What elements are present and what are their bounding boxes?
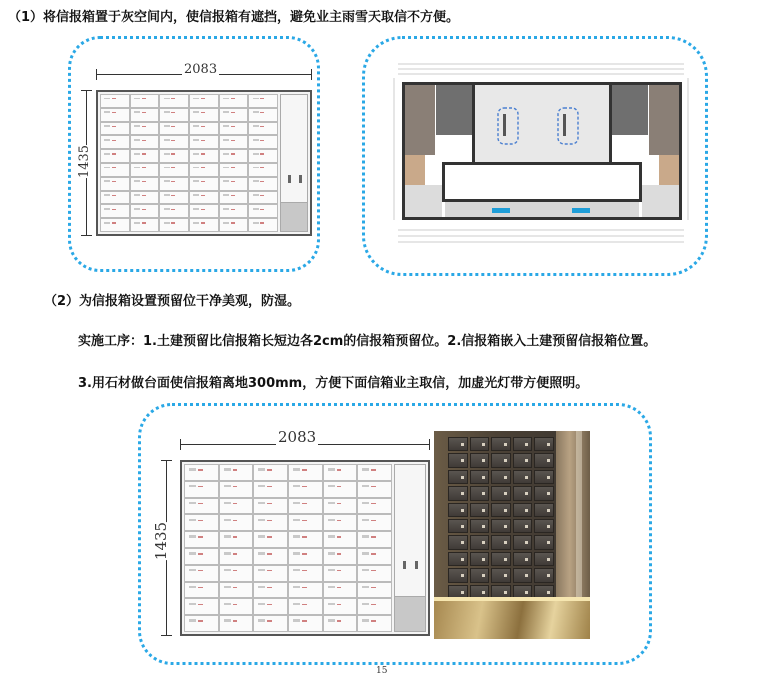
mailbox-compartment — [248, 177, 278, 191]
floor-plan-corridor-left — [405, 185, 442, 217]
photo-mailbox-door — [448, 519, 468, 533]
mailbox-compartment — [357, 464, 392, 481]
mailbox-compartment — [184, 548, 219, 565]
photo-mailbox-door — [534, 470, 554, 484]
mailbox-compartment — [184, 531, 219, 548]
mailbox-compartment — [189, 94, 219, 108]
photo-mailbox-door — [470, 568, 490, 582]
mailbox-compartment — [130, 191, 160, 205]
mailbox-compartment — [100, 94, 130, 108]
photo-mailbox-door — [491, 568, 511, 582]
mailbox-compartment — [323, 464, 358, 481]
height-dimension-label: 1435 — [152, 521, 171, 561]
mailbox-compartment — [288, 514, 323, 531]
keyhole-icon — [403, 561, 406, 569]
photo-mailbox-door — [513, 535, 533, 549]
photo-mailbox-door — [491, 470, 511, 484]
mailbox-compartment — [189, 135, 219, 149]
mailbox-compartment — [159, 191, 189, 205]
mailbox-compartment — [219, 108, 249, 122]
photo-mailbox-door — [491, 437, 511, 451]
photo-mailbox-door — [448, 568, 468, 582]
mailbox-compartment — [219, 615, 254, 632]
photo-mailbox-door — [448, 453, 468, 467]
mailbox-compartment — [100, 149, 130, 163]
photo-mailbox-door — [470, 519, 490, 533]
mailbox-compartment — [253, 598, 288, 615]
photo-mailbox-door — [448, 535, 468, 549]
mailbox-compartment — [184, 514, 219, 531]
page-number: 15 — [376, 666, 388, 676]
caption-line-1: （1）将信报箱置于灰空间内，使信报箱有遮挡，避免业主雨雪天取信不方便。 — [8, 10, 460, 25]
mailbox-compartment-grid — [100, 94, 278, 232]
mailbox-compartment — [219, 481, 254, 498]
mailbox-compartment — [184, 615, 219, 632]
mailbox-compartment — [248, 135, 278, 149]
mailbox-compartment — [189, 204, 219, 218]
photo-mailbox-door — [470, 503, 490, 517]
floor-plan-room-left — [405, 155, 425, 185]
keyhole-icon — [288, 175, 291, 183]
mailbox-compartment — [357, 565, 392, 582]
floor-plan-room-right — [659, 155, 679, 185]
mailbox-compartment — [159, 108, 189, 122]
mailbox-compartment — [219, 464, 254, 481]
mailbox-compartment — [130, 94, 160, 108]
mailbox-compartment — [253, 548, 288, 565]
photo-mailbox-door — [513, 552, 533, 566]
floor-plan-lobby — [475, 85, 609, 162]
mailbox-compartment — [219, 548, 254, 565]
photo-mailbox-door — [470, 552, 490, 566]
mailbox-compartment — [189, 122, 219, 136]
mailbox-compartment — [159, 149, 189, 163]
mailbox-compartment — [253, 481, 288, 498]
mailbox-compartment — [100, 218, 130, 232]
mailbox-compartment — [248, 122, 278, 136]
mailbox-compartment — [253, 582, 288, 599]
photo-mailbox-door — [513, 453, 533, 467]
mailbox-compartment — [100, 191, 130, 205]
photo-mailbox-door — [448, 486, 468, 500]
mailbox-compartment — [357, 598, 392, 615]
mailbox-compartment — [100, 163, 130, 177]
mailbox-compartment — [323, 498, 358, 515]
floor-plan-corridor-right — [642, 185, 679, 217]
mailbox-grey-panel — [281, 202, 307, 231]
mailbox-compartment — [253, 615, 288, 632]
mailbox-compartment — [219, 531, 254, 548]
mailbox-compartment — [130, 163, 160, 177]
photo-mailbox-door — [491, 503, 511, 517]
mailbox-compartment — [357, 498, 392, 515]
mailbox-compartment — [159, 163, 189, 177]
mailbox-compartment — [100, 177, 130, 191]
mailbox-compartment — [219, 135, 249, 149]
photo-mailbox-door — [513, 568, 533, 582]
mailbox-compartment — [130, 177, 160, 191]
mailbox-compartment — [189, 177, 219, 191]
mailbox-compartment — [219, 598, 254, 615]
floor-plan-elevator-right — [612, 85, 648, 135]
photo-mailbox-door — [491, 486, 511, 500]
mailbox-compartment — [323, 548, 358, 565]
mailbox-compartment — [159, 204, 189, 218]
mailbox-compartment — [288, 615, 323, 632]
mailbox-compartment — [248, 94, 278, 108]
photo-mailbox-door — [534, 503, 554, 517]
photo-stone-counter — [434, 601, 590, 639]
mailbox-compartment — [288, 582, 323, 599]
photo-mailbox-door — [491, 535, 511, 549]
mailbox-compartment — [219, 204, 249, 218]
mailbox-compartment — [184, 565, 219, 582]
photo-mailbox-door — [448, 503, 468, 517]
mailbox-compartment — [357, 514, 392, 531]
floor-plan-open-area — [445, 165, 639, 199]
mailbox-compartment — [248, 149, 278, 163]
photo-mailbox-door — [513, 519, 533, 533]
mailbox-compartment — [219, 191, 249, 205]
mailbox-compartment — [288, 464, 323, 481]
mailbox-compartment — [323, 615, 358, 632]
mailbox-compartment — [189, 163, 219, 177]
mailbox-compartment — [253, 498, 288, 515]
keyhole-icon — [415, 561, 418, 569]
mailbox-compartment — [323, 531, 358, 548]
mailbox-compartment — [184, 498, 219, 515]
mailbox-installation-photo — [434, 431, 590, 639]
mailbox-compartment — [219, 565, 254, 582]
mailbox-compartment — [130, 122, 160, 136]
mailbox-compartment — [184, 598, 219, 615]
mailbox-compartment — [130, 135, 160, 149]
photo-mailbox-door — [513, 503, 533, 517]
mailbox-compartment — [288, 498, 323, 515]
mailbox-compartment — [219, 163, 249, 177]
photo-mailbox-door — [491, 519, 511, 533]
mailbox-compartment — [159, 122, 189, 136]
mailbox-compartment — [219, 218, 249, 232]
mailbox-compartment — [219, 149, 249, 163]
mailbox-compartment — [100, 108, 130, 122]
mailbox-compartment — [219, 582, 254, 599]
mailbox-compartment — [288, 598, 323, 615]
mailbox-compartment — [323, 565, 358, 582]
photo-mailbox-door — [513, 437, 533, 451]
mailbox-compartment — [288, 565, 323, 582]
mailbox-compartment — [357, 548, 392, 565]
mailbox-compartment — [100, 135, 130, 149]
photo-mailbox-door — [448, 552, 468, 566]
photo-mailbox-door — [513, 470, 533, 484]
mailbox-compartment — [253, 464, 288, 481]
mailbox-compartment — [219, 94, 249, 108]
photo-mailbox-door — [534, 519, 554, 533]
mailbox-compartment — [130, 108, 160, 122]
mailbox-compartment — [189, 149, 219, 163]
photo-mailbox-door — [470, 453, 490, 467]
mailbox-compartment — [159, 135, 189, 149]
mailbox-compartment — [130, 149, 160, 163]
mailbox-compartment — [159, 218, 189, 232]
mailbox-compartment — [253, 514, 288, 531]
floor-plan-stair-left — [405, 85, 435, 155]
photo-mailbox-door — [534, 535, 554, 549]
mailbox-compartment — [357, 481, 392, 498]
mailbox-compartment — [184, 481, 219, 498]
mailbox-grey-panel — [395, 596, 425, 631]
mailbox-compartment — [159, 94, 189, 108]
mailbox-compartment — [323, 598, 358, 615]
mailbox-compartment — [248, 204, 278, 218]
photo-mailbox-door — [448, 437, 468, 451]
mailbox-compartment — [189, 218, 219, 232]
mailbox-compartment — [323, 481, 358, 498]
floor-plan-front-strip — [445, 202, 639, 217]
mailbox-compartment — [288, 481, 323, 498]
photo-mailbox-door — [470, 486, 490, 500]
photo-mailbox-door — [534, 437, 554, 451]
mailbox-compartment — [130, 218, 160, 232]
floor-plan-elevator-left — [436, 85, 472, 135]
mailbox-compartment — [159, 177, 189, 191]
floor-plan-stair-right — [649, 85, 679, 155]
photo-mailbox-door — [513, 486, 533, 500]
mailbox-compartment — [184, 464, 219, 481]
caption-line-2: （2）为信报箱设置预留位干净美观，防湿。 — [44, 294, 301, 309]
photo-mailbox-wall — [448, 437, 554, 599]
mailbox-compartment — [323, 514, 358, 531]
mailbox-compartment — [323, 582, 358, 599]
photo-mailbox-door — [534, 568, 554, 582]
mailbox-compartment — [253, 565, 288, 582]
photo-mailbox-door — [534, 486, 554, 500]
mailbox-compartment — [219, 122, 249, 136]
photo-mailbox-door — [470, 535, 490, 549]
width-dimension-label: 2083 — [184, 62, 218, 77]
mailbox-compartment — [357, 531, 392, 548]
mailbox-compartment — [248, 108, 278, 122]
mailbox-compartment — [219, 514, 254, 531]
procedure-step-1: 实施工序：1.土建预留比信报箱长短边各2cm的信报箱预留位。2.信报箱嵌入土建预留信报箱位置。 — [78, 334, 657, 349]
mailbox-compartment — [357, 615, 392, 632]
photo-mailbox-door — [470, 470, 490, 484]
mailbox-compartment — [288, 548, 323, 565]
mailbox-compartment — [189, 108, 219, 122]
mailbox-compartment — [248, 218, 278, 232]
floor-plan-drawing — [392, 60, 692, 250]
mailbox-utility-column — [280, 94, 308, 232]
height-dimension-label: 1435 — [77, 144, 93, 179]
mailbox-compartment — [189, 191, 219, 205]
procedure-step-3: 3.用石材做台面使信报箱离地300mm，方便下面信箱业主取信，加虚光灯带方便照明。 — [78, 376, 589, 391]
mailbox-compartment — [219, 498, 254, 515]
mailbox-compartment — [130, 204, 160, 218]
mailbox-compartment — [184, 582, 219, 599]
photo-mailbox-door — [491, 552, 511, 566]
mailbox-compartment — [248, 163, 278, 177]
mailbox-compartment — [248, 191, 278, 205]
photo-mailbox-door — [448, 470, 468, 484]
photo-mailbox-door — [534, 453, 554, 467]
mailbox-compartment — [253, 531, 288, 548]
mailbox-compartment — [100, 204, 130, 218]
mailbox-compartment — [100, 122, 130, 136]
photo-mailbox-door — [491, 453, 511, 467]
photo-mailbox-door — [534, 552, 554, 566]
mailbox-compartment — [357, 582, 392, 599]
mailbox-compartment — [288, 531, 323, 548]
mailbox-compartment-grid — [184, 464, 392, 632]
photo-mailbox-door — [470, 437, 490, 451]
width-dimension-label: 2083 — [278, 428, 317, 446]
keyhole-icon — [299, 175, 302, 183]
mailbox-utility-column — [394, 464, 426, 632]
mailbox-compartment — [219, 177, 249, 191]
